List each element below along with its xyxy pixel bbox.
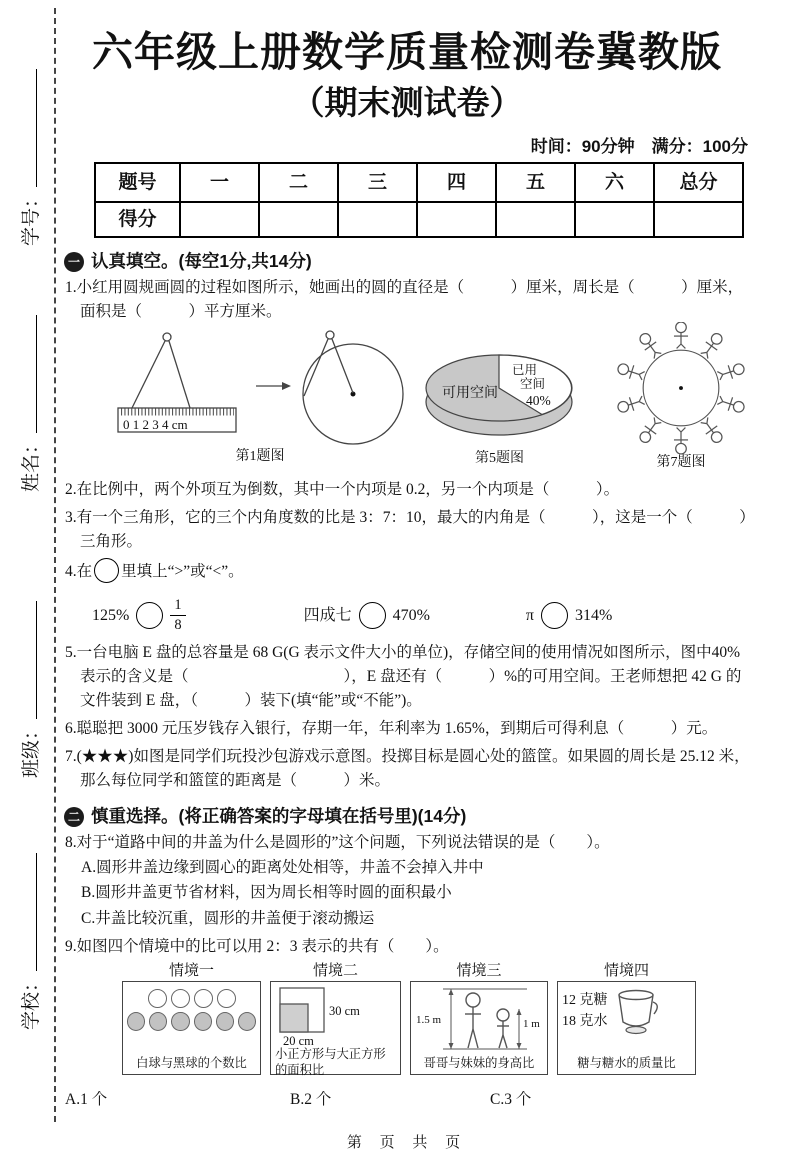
score-table-header-row [95,163,743,202]
black-balls [127,1012,256,1031]
section-1-title: 认真填空。(每空1分,共14分) [91,251,312,272]
fraction-one-eighth [170,597,185,633]
free-space-label: 可用空间 [442,386,498,402]
question-8: 8.对于“道路中间的井盖为什么是圆形的”这个问题，下列说法错误的是（ ）。 [65,834,610,852]
scenario-1-caption: 白球与黑球的个数比 [136,1055,247,1070]
option-a: A.1 个 [65,1091,108,1109]
scenario-2 [270,962,401,1076]
seal-field-school [16,853,43,1030]
fraction-numerator: 1 [170,597,185,616]
score-col-total: 总分 [654,163,743,202]
scenario-4-box [557,981,696,1075]
page-subtitle: （期末测试卷） [291,84,523,122]
scenario-2-box [270,981,401,1075]
seal-field-name [16,315,43,492]
comparison-3-circle [541,602,568,629]
used-space-label-line2: 空间 [520,377,546,392]
school-label: 学校： [21,972,42,1030]
question-4-comparisons [92,593,750,637]
scenario-2-caption: 小正方形与大正方形的面积比 [275,1047,386,1077]
figure-q7 [586,322,776,472]
student-id-label: 学号： [21,188,42,246]
kids-around-circle-drawing [586,322,776,454]
exam-paper [64,0,750,1152]
squares-diagram [275,985,396,1047]
figure-q1 [110,328,410,466]
score-col-6: 六 [575,163,654,202]
figure-q7-caption: 第7题图 [656,455,706,471]
figures-row [64,328,750,474]
question-8-option-c: C.井盖比较沉重，圆形的井盖便于滚动搬运 [81,909,375,927]
ruler-scale-label: 0 1 2 3 4 cm [123,417,188,433]
used-space-percent: 40% [526,393,551,409]
section-2-header [64,806,750,827]
scenario-3-caption: 哥哥与妹妹的身高比 [423,1055,535,1070]
section-2-title: 慎重选择。(将正确答案的字母填在括号里)(14分) [91,806,467,827]
section-1-badge-icon: 一 [64,252,84,272]
question-4-suffix: 里填上“>”或“<”。 [121,563,244,581]
option-c: C.3 个 [490,1091,532,1109]
school-blank-line [20,853,37,971]
name-blank-line [20,315,37,433]
question-9-scenarios [122,962,750,1076]
figure-q1-caption: 第1题图 [235,449,285,465]
sugar-water-diagram [562,985,691,1037]
fill-in-circle [94,558,119,583]
question-3: 3.有一个三角形，它的三个内角度数的比是 3：7：10，最大的内角是（ ），这是一个（ ）三角形。 [65,509,748,551]
score-cell [417,202,496,237]
white-balls [127,989,256,1008]
score-col-4: 四 [417,163,496,202]
question-4 [65,558,750,584]
score-table-score-row [95,202,743,237]
score-col-5: 五 [496,163,575,202]
time-score-info: 时间：90分钟 满分：100分 [530,136,748,156]
comparison-1 [92,597,186,633]
question-9-answer-options [65,1090,750,1110]
score-col-2: 二 [259,163,338,202]
water-amount-label: 18 克水 [562,1014,608,1030]
compass-circle-drawing [110,328,410,448]
scenario-1-box [122,981,261,1075]
score-cell [654,202,743,237]
figure-q5-caption: 第5题图 [475,451,524,467]
section-1-header [64,251,750,272]
question-9: 9.如图四个情境中的比可以用 2：3 表示的共有（ ）。 [65,937,449,955]
scenario-1-title: 情境一 [168,962,214,979]
cup-icon [612,985,662,1037]
question-1: 1.小红用圆规画圆的过程如图所示，她画出的圆的直径是（ ）厘米，周长是（ ）厘米，面积是（ ）平方厘米。 [65,279,744,321]
scenario-4-title: 情境四 [603,962,649,979]
option-b: B.2 个 [290,1091,332,1109]
sugar-amount-label: 12 克糖 [562,993,608,1009]
scenario-3 [410,962,548,1076]
section-2-badge-icon: 二 [64,807,84,827]
question-7: 7.(★★★)如图是同学们玩投沙包游戏示意图。投掷目标是圆心处的篮筐。如果圆的周长是 25.12 米，那么每位同学和篮筐的距离是（ ）米。 [65,748,750,790]
page-footer: 第 页 共 页 [346,1135,468,1152]
score-col-1: 一 [180,163,259,202]
class-blank-line [20,601,37,719]
score-cell [496,202,575,237]
comparison-2-left: 四成七 [303,606,352,624]
score-cell [259,202,338,237]
scenario-1 [122,962,261,1076]
question-8-option-b: B.圆形井盖更节省材料，因为周长相等时圆的面积最小 [81,884,452,902]
brother-height-label: 1.5 m [416,1014,442,1027]
sister-height-label: 1 m [523,1018,540,1031]
scenario-2-title: 情境二 [312,962,358,979]
question-2: 2.在比例中，两个外项互为倒数，其中一个内项是 0.2，另一个内项是（ ）。 [65,481,620,499]
used-space-label-line1: 已用 [512,363,538,378]
score-cell [338,202,417,237]
class-label: 班级： [21,720,42,778]
comparison-2-circle [359,602,386,629]
scenario-4 [557,962,696,1076]
score-cell [575,202,654,237]
comparison-2 [304,602,430,629]
score-col-3: 三 [338,163,417,202]
student-id-blank-line [20,69,37,187]
comparison-3-right: 314% [575,606,613,624]
siblings-height-diagram [415,985,543,1051]
seal-field-class [16,601,43,778]
question-8-option-a: A.圆形井盖边缘到圆心的距离处处相等，井盖不会掉入井中 [81,859,484,877]
score-cell [180,202,259,237]
question-4-prefix: 4.在 [65,563,93,581]
question-6: 6.聪聪把 3000 元压岁钱存入银行，存期一年，年利率为 1.65%，到期后可得利息（ ）元。 [65,720,718,738]
figure-q5 [422,338,577,468]
score-row-label: 得分 [95,202,180,237]
small-square-side-label: 20 cm [283,1034,314,1048]
big-square-side-label: 30 cm [329,1004,360,1019]
comparison-3 [526,602,612,629]
comparison-2-right: 470% [392,606,430,624]
score-table-header-label: 题号 [95,163,180,202]
page-title: 六年级上册数学质量检测卷冀教版 [92,29,722,75]
fraction-denominator: 8 [174,616,182,633]
comparison-1-circle [136,602,163,629]
comparison-3-left: π [525,606,534,624]
name-label: 姓名： [21,434,42,492]
scenario-3-title: 情境三 [456,962,502,979]
scenario-4-caption: 糖与糖水的质量比 [577,1055,676,1070]
comparison-1-left: 125% [92,606,130,624]
seal-dashed-line [54,8,56,1122]
seal-field-student-id [16,69,43,246]
disk-usage-pie-chart [422,338,577,450]
scenario-3-box [410,981,548,1075]
question-5: 5.一台电脑 E 盘的总容量是 68 G(G 表示文件大小的单位)，存储空间的使用情况如图所示，图中40%表示的含义是（ ），E 盘还有（ ）%的可用空间。王老师想把 42 G 的文件装到 E 盘，（ ）装下(填“能”或“不能”)。 [65,644,742,710]
score-table [94,162,744,238]
